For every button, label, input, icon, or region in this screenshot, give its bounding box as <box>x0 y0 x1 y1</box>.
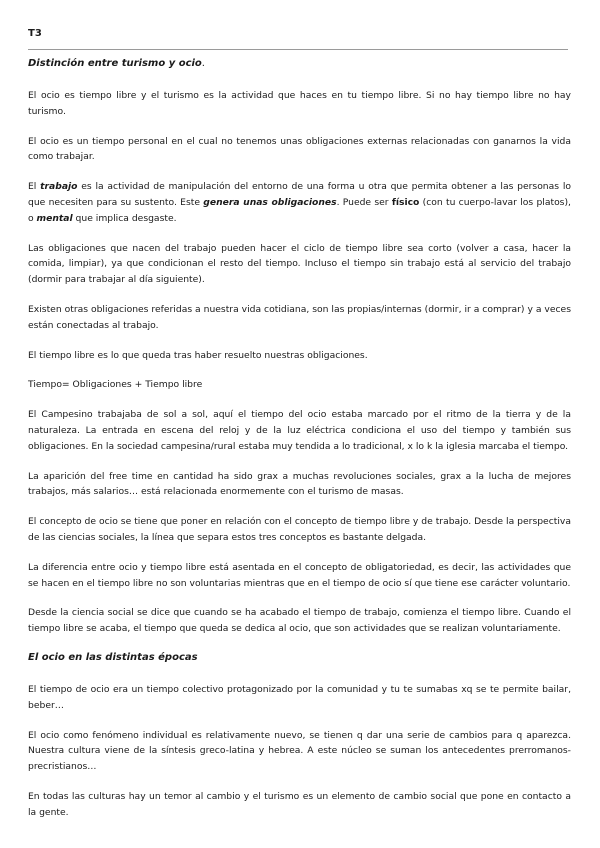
paragraph-14: El ocio como fenómeno individual es relativamente nuevo, se tienen q dar una serie de cambios para q aparezca. Nuestra cultura viene de la síntesis greco-latina y hebrea. A este núcleo se suman los antecedentes prerromanos-precristianos… <box>28 729 571 773</box>
paragraph-2: El ocio es un tiempo personal en el cual no tenemos unas obligaciones externas relacionadas con ganarnos la vida como trabajar. <box>28 135 571 163</box>
paragraph-9: La aparición del free time en cantidad ha sido grax a muchas revoluciones sociales, grax a la lucha de mejores trabajos, más salarios… está relacionada enormemente con el turismo de masas. <box>28 470 571 498</box>
paragraph-10: El concepto de ocio se tiene que poner en relación con el concepto de tiempo libre y de trabajo. Desde la perspectiva de las ciencias sociales, la línea que separa estos tres conceptos es bastante delgada. <box>28 516 571 543</box>
paragraph-12: Desde la ciencia social se dice que cuando se ha acabado el tiempo de trabajo, comienza el tiempo libre. Cuando el tiempo libre se acaba, el tiempo que queda se dedica al ocio, que son actividades que se realizan voluntariamente. <box>28 607 571 635</box>
term-genera-obligaciones: genera unas obligaciones <box>203 196 337 208</box>
paragraph-4: Las obligaciones que nacen del trabajo pueden hacer el ciclo de tiempo libre sea corto (volver a casa, hacer la comida, limpiar), ya que condicionan el resto del tiempo. Incluso el tiempo sin trabajo está al servicio del trabajo (dormir para trabajar al día siguiente). <box>28 242 571 286</box>
p3-text-g: (con tu cuerpo-lavar los platos), o <box>28 196 571 224</box>
p3-text-e: . Puede ser <box>336 196 392 208</box>
page-label: T3 <box>28 28 42 39</box>
paragraph-5: Existen otras obligaciones referidas a nuestra vida cotidiana, son las propias/internas (dormir, ir a comprar) y a veces están conectadas al trabajo. <box>28 303 571 331</box>
paragraph-6: El tiempo libre es lo que queda tras haber resuelto nuestras obligaciones. <box>28 349 368 361</box>
header-rule <box>28 49 568 50</box>
heading-suffix: . <box>201 58 205 69</box>
term-mental: mental <box>36 212 73 224</box>
section-heading-epocas: El ocio en las distintas épocas <box>28 651 198 663</box>
paragraph-1: El ocio es tiempo libre y el turismo es la actividad que haces en tu tiempo libre. Si no hay tiempo libre no hay turismo. <box>28 90 571 117</box>
paragraph-15: En todas las culturas hay un temor al cambio y el turismo es un elemento de cambio social que pone en contacto a la gente. <box>28 790 571 818</box>
term-fisico: físico <box>391 196 420 208</box>
paragraph-8: El Campesino trabajaba de sol a sol, aquí el tiempo del ocio estaba marcado por el ritmo de la tierra y de la naturaleza. La entrada en escena del reloj y de la luz eléctrica condiciona el uso del tiempo y también sus obligaciones. En la sociedad campesina/rural estaba muy tendida a lo tradicional, x lo k la iglesia marcaba el tiempo. <box>28 409 571 452</box>
heading-text: Distinción entre turismo y ocio <box>28 58 202 69</box>
section-heading-distincion <box>28 57 571 71</box>
p3-text-a: El <box>28 181 41 193</box>
p3-text-i: que implica desgaste. <box>72 212 177 224</box>
paragraph-11: La diferencia entre ocio y tiempo libre está asentada en el concepto de obligatoriedad, es decir, las actividades que se hacen en el tiempo libre no son voluntarias mientras que en el tiempo de ocio sí que tiene ese carácter voluntario. <box>28 561 571 589</box>
formula-line: Tiempo= Obligaciones + Tiempo libre <box>28 379 203 391</box>
p3-text-c: es la actividad de manipulación del entorno de una forma u otra que permita obtener a las personas lo que necesiten para su sustento. Este <box>28 181 571 208</box>
term-trabajo: trabajo <box>40 181 78 193</box>
paragraph-3 <box>28 179 571 226</box>
document-body <box>28 57 571 835</box>
paragraph-13: El tiempo de ocio era un tiempo colectivo protagonizado por la comunidad y tu te sumabas xq se te permite bailar, beber… <box>28 683 571 711</box>
